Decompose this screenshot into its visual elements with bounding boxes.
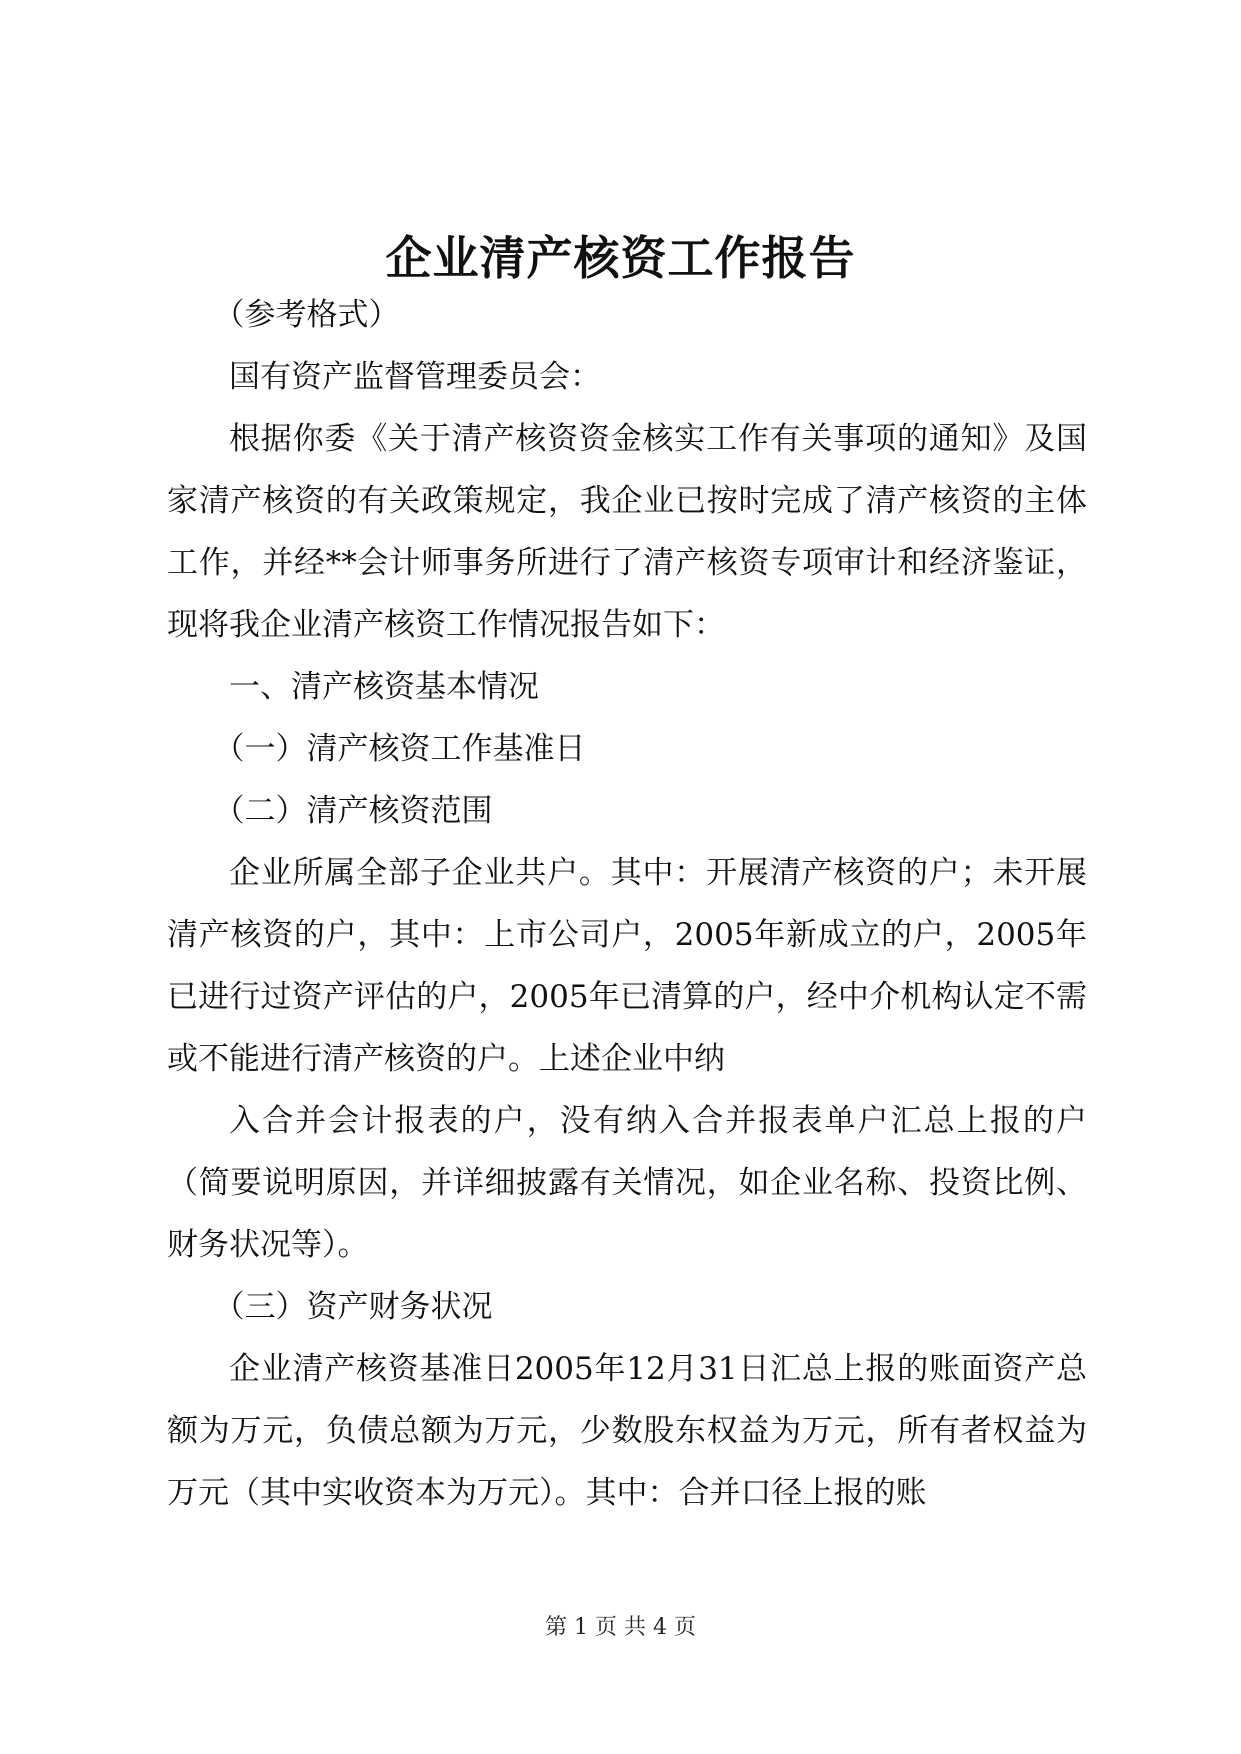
consolidation-paragraph: 入合并会计报表的户，没有纳入合并报表单户汇总上报的户（简要说明原因，并详细披露有关情况，如企业名称、投资比例、财务状况等）。 [167, 1103, 1087, 1263]
subsection-heading-2: （二）清产核资范围 [213, 793, 493, 829]
salutation: 国有资产监督管理委员会： [229, 359, 601, 395]
document-title: 企业清产核资工作报告 [385, 231, 856, 285]
scope-paragraph: 企业所属全部子企业共户。其中：开展清产核资的户；未开展清产核资的户，其中：上市公司户，2005年新成立的户，2005年已进行过资产评估的户，2005年已清算的户，经中介机构认定不需或不能进行清产核资的户。上述企业中纳 [167, 855, 1087, 1077]
intro-paragraph: 根据你委《关于清产核资资金核实工作有关事项的通知》及国家清产核资的有关政策规定，我企业已按时完成了清产核资的主体工作，并经**会计师事务所进行了清产核资专项审计和经济鉴证，现将我企业清产核资工作情况报告如下： [167, 421, 1087, 643]
format-note: （参考格式） [213, 297, 400, 333]
section-heading-1: 一、清产核资基本情况 [229, 669, 539, 705]
subsection-heading-3: （三）资产财务状况 [213, 1289, 493, 1325]
subsection-heading-1: （一）清产核资工作基准日 [213, 731, 586, 767]
document-body [167, 284, 1087, 1524]
financial-status-paragraph: 企业清产核资基准日2005年12月31日汇总上报的账面资产总额为万元，负债总额为万元，少数股东权益为万元，所有者权益为万元（其中实收资本为万元）。其中：合并口径上报的账 [167, 1351, 1087, 1511]
page-footer: 第 1 页 共 4 页 [545, 1615, 696, 1640]
